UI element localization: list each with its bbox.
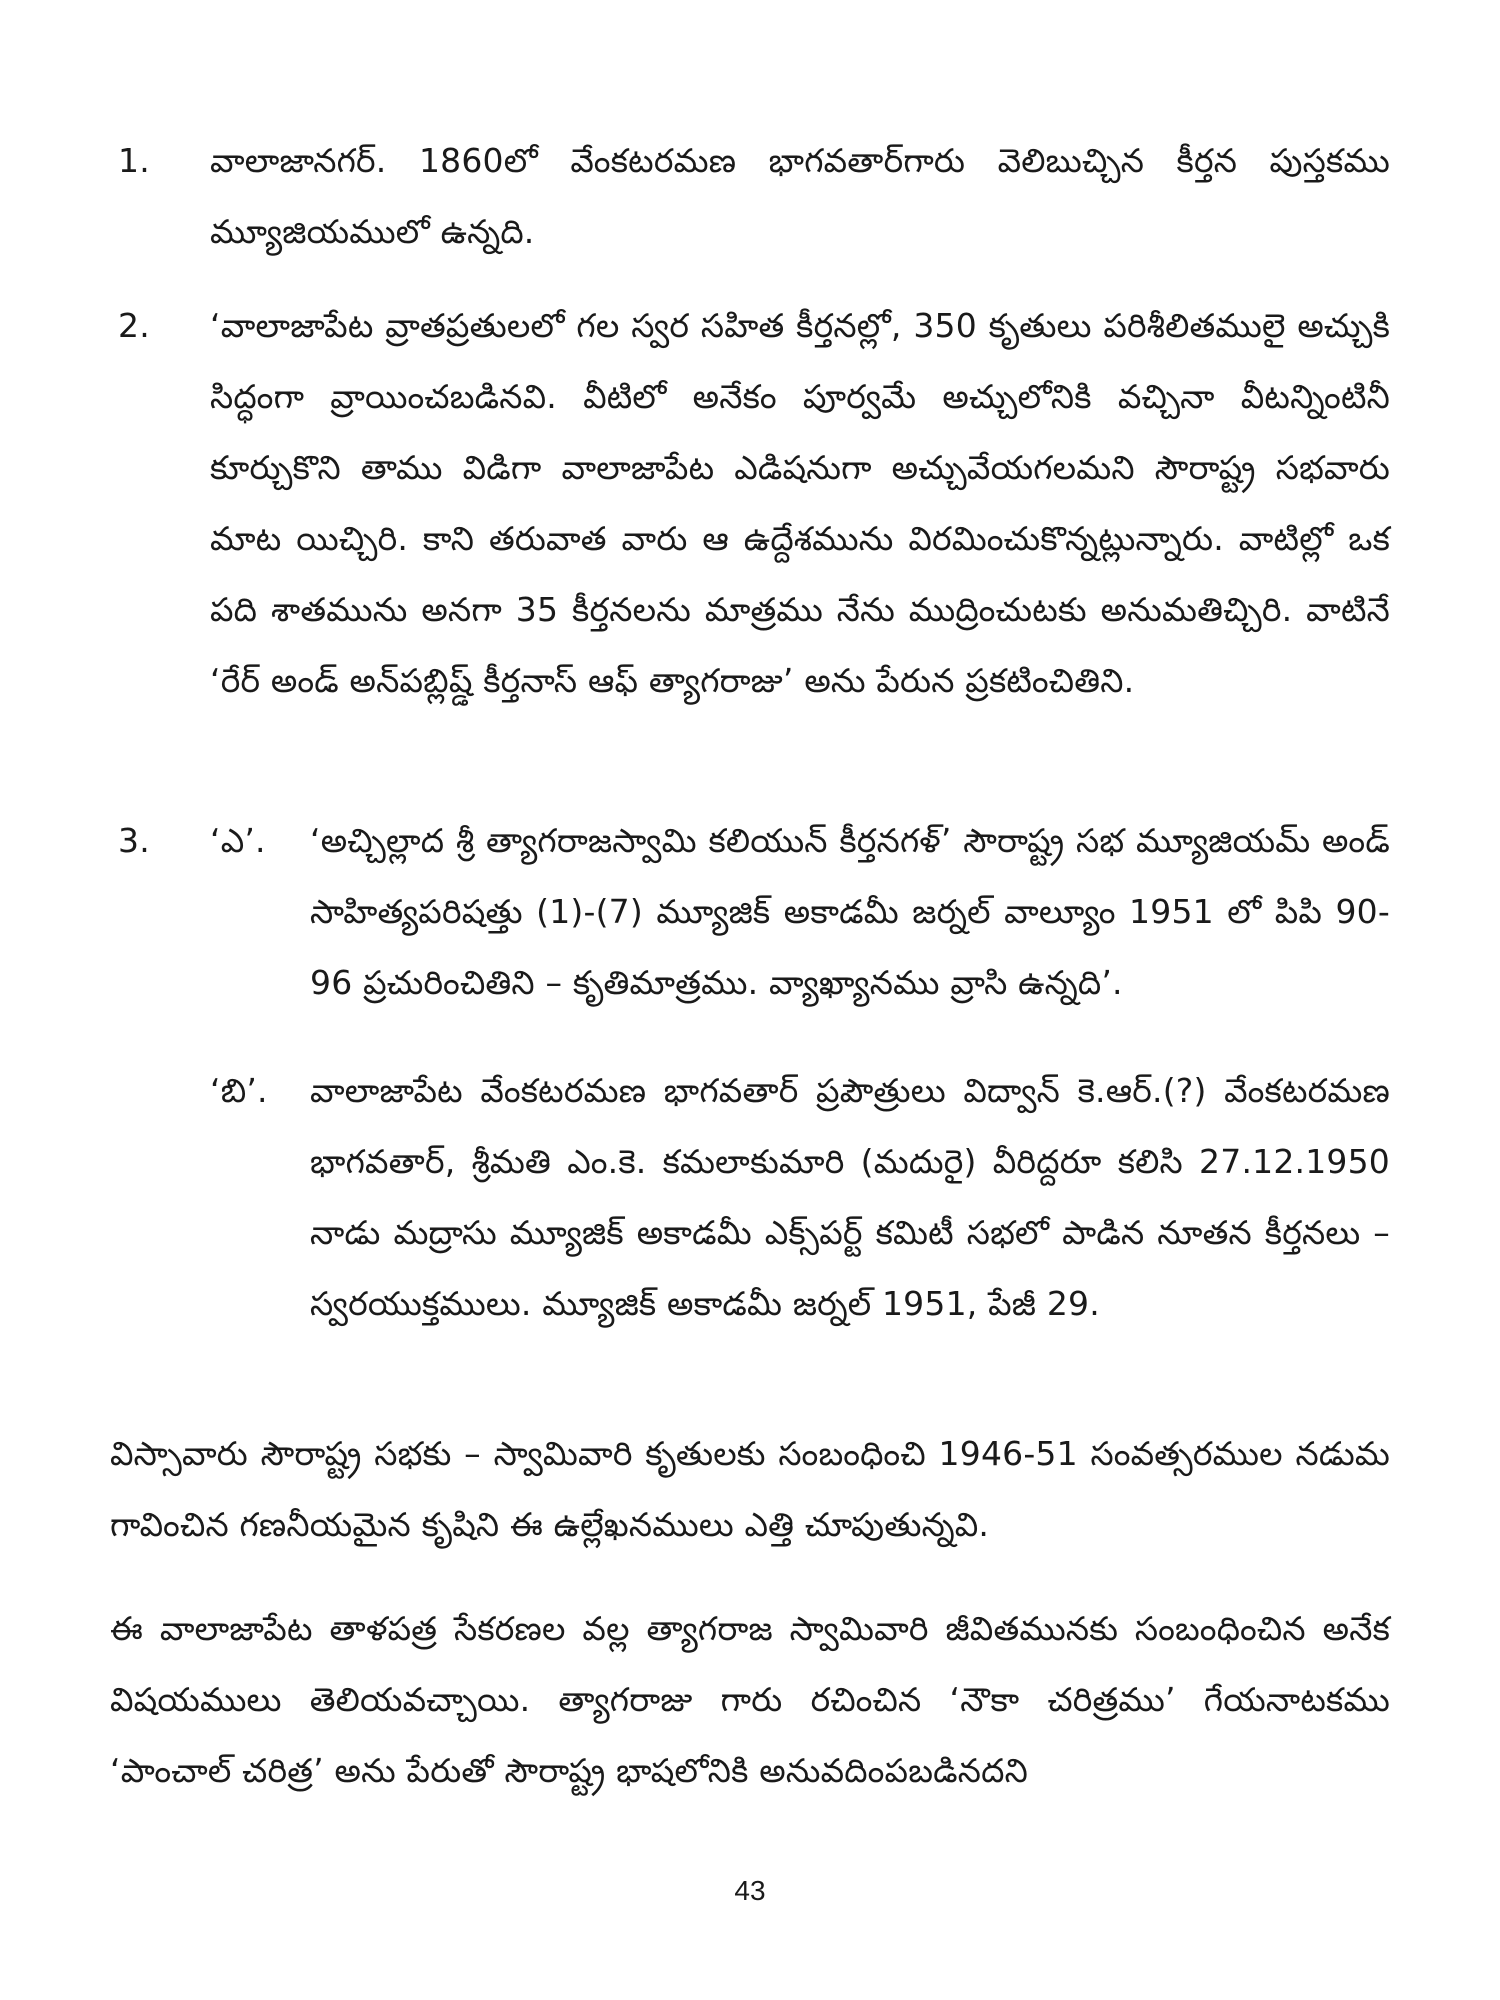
list-item-text: వాలాజానగర్. 1860లో వేంకటరమణ భాగవతార్‌గారు వెలిబుచ్చిన కీర్తన పుస్తకము మ్యూజియములో ఉన్నది.	[210, 141, 1390, 251]
list-item-1	[110, 125, 1390, 267]
paragraph-2: ఈ వాలాజాపేట తాళపత్ర సేకరణల వల్ల త్యాగరాజ స్వామివారి జీవితమునకు సంబంధించిన అనేక విషయములు తెలియవచ్చాయి. త్యాగరాజు గారు రచించిన ‘నౌకా చరిత్రము’ గేయనాటకము ‘పాంచాల్ చరిత్ర’ అను పేరుతో సౌరాష్ట్ర భాషలోనికి అనువదింపబడినదని	[110, 1609, 1390, 1790]
sub-item-label: ‘ఎ’.	[210, 821, 266, 860]
list-item-number: 3.	[118, 821, 150, 860]
paragraph-1: విస్సావారు సౌరాష్ట్ర సభకు – స్వామివారి కృతులకు సంబంధించి 1946-51 సంవత్సరముల నడుమ గావించిన గణనీయమైన కృషిని ఈ ఉల్లేఖనములు ఎత్తి చూపుతున్నవి.	[110, 1434, 1390, 1544]
sub-item-label: ‘బి’.	[210, 1071, 268, 1110]
sub-item-text: వాలాజాపేట వేంకటరమణ భాగవతార్ ప్రపౌత్రులు విద్వాన్ కె.ఆర్.(?) వేంకటరమణ భాగవతార్, శ్రీమతి ఎం.కె. కమలాకుమారి (మదురై) వీరిద్దరూ కలిసి 27.12.1950 నాడు మద్రాసు మ్యూజిక్ అకాడమీ ఎక్స్‌పర్ట్ కమిటీ సభలో పాడిన నూతన కీర్తనలు – స్వరయుక్తములు. మ్యూజిక్ అకాడమీ జర్నల్ 1951, పేజీ 29.	[310, 1071, 1390, 1323]
list-item-2	[110, 290, 1390, 716]
page-number: 43	[734, 1875, 766, 1906]
list-item-number: 2.	[118, 306, 150, 345]
list-item-3a	[110, 805, 1390, 1018]
list-item-3b	[110, 1055, 1390, 1339]
list-item-text: ‘వాలాజాపేట వ్రాతప్రతులలో గల స్వర సహిత కీర్తనల్లో, 350 కృతులు పరిశీలితములై అచ్చుకి సిద్ధంగా వ్రాయించబడినవి. వీటిలో అనేకం పూర్వమే అచ్చులోనికి వచ్చినా వీటన్నింటినీ కూర్చుకొని తాము విడిగా వాలాజాపేట ఎడిషనుగా అచ్చువేయగలమని సౌరాష్ట్ర సభవారు మాట యిచ్చిరి. కాని తరువాత వారు ఆ ఉద్దేశమును విరమించుకొన్నట్లున్నారు. వాటిల్లో ఒక పది శాతమును అనగా 35 కీర్తనలను మాత్రము నేను ముద్రించుటకు అనుమతిచ్చిరి. వాటినే ‘రేర్ అండ్ అన్‌పబ్లిష్డ్ కీర్తనాస్ ఆఫ్ త్యాగరాజు’ అను పేరున ప్రకటించితిని.	[210, 306, 1390, 700]
list-item-number: 1.	[118, 141, 150, 180]
sub-item-text: ‘అచ్చిల్లాద శ్రీ త్యాగరాజస్వామి కలియున్ కీర్తనగళ్’ సౌరాష్ట్ర సభ మ్యూజియమ్ అండ్ సాహిత్యపరిషత్తు (1)-(7) మ్యూజిక్ అకాడమీ జర్నల్ వాల్యూం 1951 లో పిపి 90-96 ప్రచురించితిని – కృతిమాత్రము. వ్యాఖ్యానము వ్రాసి ఉన్నది’.	[310, 821, 1390, 1002]
